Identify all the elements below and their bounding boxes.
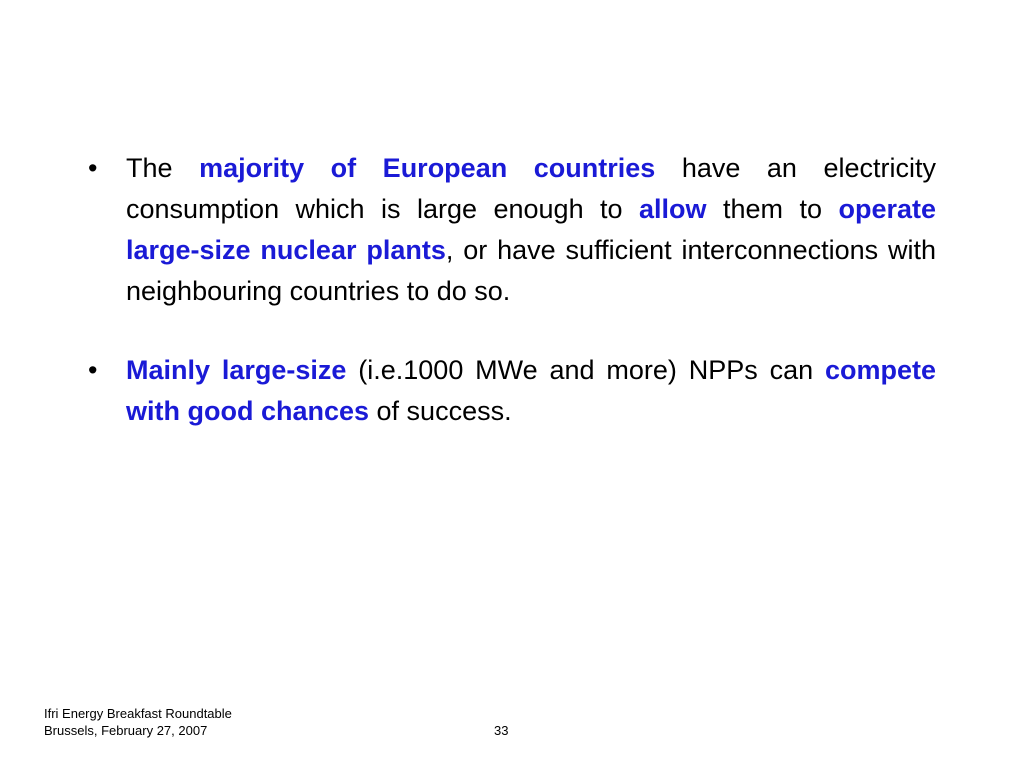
highlight-text: operate large-size nuclear plants (126, 194, 937, 265)
highlight-text: compete with good chances (126, 355, 936, 426)
bullet-item (88, 350, 936, 432)
page-number: 33 (494, 723, 509, 738)
footer-event-info (44, 705, 232, 739)
bullet-item (88, 148, 936, 312)
bullet-marker: • (88, 355, 98, 385)
bullet-text: them to (706, 194, 839, 224)
bullet-text: , or have sufficient interconnections with neighbouring countries to do so. (126, 235, 937, 306)
bullet-text: of success. (369, 396, 512, 426)
bullet-text: (i.e.1000 MWe and more) NPPs can (346, 355, 825, 385)
bullet-text: The (126, 153, 200, 183)
highlight-text: allow (639, 194, 707, 224)
bullet-text: have an electricity consumption which is large enough to (126, 153, 937, 224)
highlight-text: Mainly large-size (126, 355, 347, 385)
bullet-marker: • (88, 153, 98, 183)
footer-event-date: Brussels, February 27, 2007 (44, 723, 208, 738)
bullet-list (88, 148, 936, 470)
footer-event-name: Ifri Energy Breakfast Roundtable (44, 706, 232, 721)
highlight-text: majority of European countries (199, 153, 656, 183)
